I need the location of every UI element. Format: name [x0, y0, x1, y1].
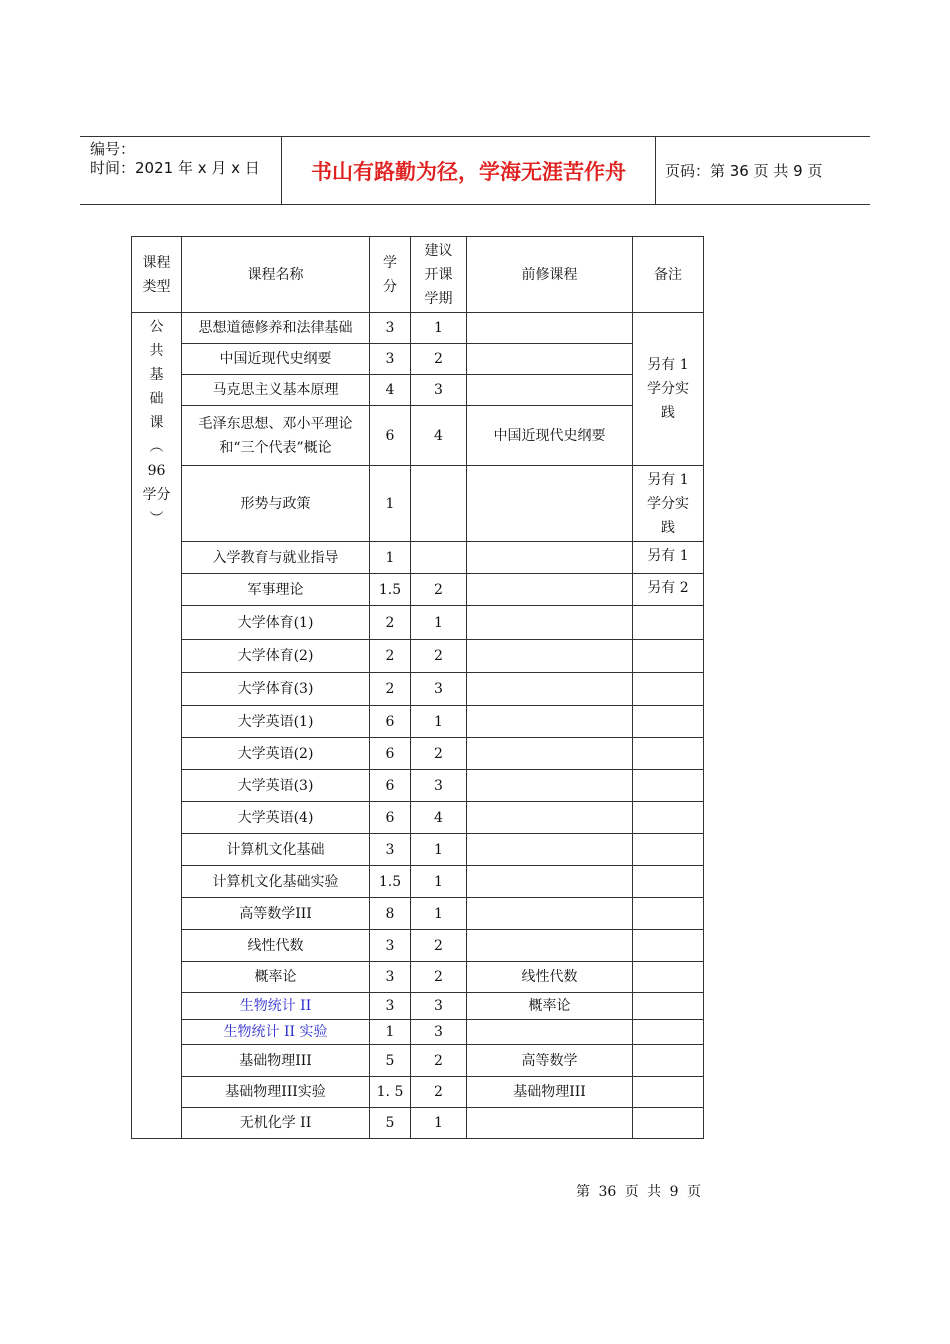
course-term: 2	[411, 962, 467, 993]
course-name: 入学教育与就业指导	[182, 542, 370, 574]
course-name: 马克思主义基本原理	[182, 375, 370, 406]
course-term: 4	[411, 802, 467, 834]
header-credit: 学 分	[370, 237, 411, 313]
course-prereq	[467, 802, 633, 834]
course-name: 生物统计 II	[182, 993, 370, 1020]
course-category: 公 共 基 础 课 ︵ 96 学分 ︶	[132, 313, 182, 1139]
course-note	[633, 738, 704, 770]
course-term: 3	[411, 673, 467, 706]
table-row	[132, 770, 704, 802]
course-name: 中国近现代史纲要	[182, 344, 370, 375]
table-row	[132, 542, 704, 574]
course-prereq	[467, 738, 633, 770]
course-term	[411, 542, 467, 574]
course-note	[633, 1045, 704, 1077]
course-note	[633, 834, 704, 866]
course-term: 2	[411, 344, 467, 375]
course-note	[633, 640, 704, 673]
course-name: 大学英语(3)	[182, 770, 370, 802]
course-credit: 8	[370, 898, 411, 930]
course-credit: 2	[370, 606, 411, 640]
course-prereq	[467, 640, 633, 673]
course-credit: 6	[370, 406, 411, 466]
course-credit: 5	[370, 1045, 411, 1077]
course-note: 另有 1 学分实 践	[633, 313, 704, 466]
table-row	[132, 1108, 704, 1139]
table-row	[132, 640, 704, 673]
course-name: 计算机文化基础	[182, 834, 370, 866]
course-prereq	[467, 606, 633, 640]
table-row	[132, 834, 704, 866]
table-row	[132, 993, 704, 1020]
course-name: 大学体育(3)	[182, 673, 370, 706]
course-credit: 3	[370, 962, 411, 993]
table-row	[132, 1077, 704, 1108]
course-note	[633, 802, 704, 834]
course-prereq	[467, 313, 633, 344]
course-note	[633, 770, 704, 802]
table-row	[132, 313, 704, 344]
course-name: 毛泽东思想、邓小平理论 和“三个代表”概论	[182, 406, 370, 466]
course-term: 3	[411, 993, 467, 1020]
course-note	[633, 1077, 704, 1108]
course-term: 1	[411, 834, 467, 866]
course-prereq	[467, 375, 633, 406]
table-row	[132, 738, 704, 770]
course-prereq	[467, 930, 633, 962]
table-row	[132, 406, 704, 466]
table-row	[132, 1045, 704, 1077]
course-note: 另有 1 学分实 践	[633, 466, 704, 542]
course-name: 大学英语(2)	[182, 738, 370, 770]
course-note	[633, 993, 704, 1020]
header-divider	[655, 137, 656, 204]
header-term: 建议 开课 学期	[411, 237, 467, 313]
table-row	[132, 344, 704, 375]
course-note: 另有 2	[633, 574, 704, 606]
course-term: 2	[411, 738, 467, 770]
course-name: 线性代数	[182, 930, 370, 962]
course-name: 思想道德修养和法律基础	[182, 313, 370, 344]
course-note: 另有 1	[633, 542, 704, 574]
course-credit: 3	[370, 344, 411, 375]
course-table	[131, 236, 704, 1139]
course-name: 高等数学III	[182, 898, 370, 930]
course-prereq	[467, 1020, 633, 1045]
course-prereq	[467, 344, 633, 375]
course-term: 4	[411, 406, 467, 466]
page-footer: 第 36 页 共 9 页	[576, 1184, 701, 1200]
course-prereq: 高等数学	[467, 1045, 633, 1077]
course-name: 形势与政策	[182, 466, 370, 542]
course-prereq	[467, 542, 633, 574]
table-row	[132, 574, 704, 606]
course-term: 2	[411, 1077, 467, 1108]
header-course-name: 课程名称	[182, 237, 370, 313]
course-credit: 2	[370, 640, 411, 673]
table-header-row	[132, 237, 704, 313]
course-prereq	[467, 706, 633, 738]
course-credit: 6	[370, 770, 411, 802]
course-note	[633, 866, 704, 898]
course-credit: 3	[370, 834, 411, 866]
table-row	[132, 466, 704, 542]
header-prerequisite: 前修课程	[467, 237, 633, 313]
document-number-label: 编号：	[90, 140, 136, 158]
table-row	[132, 1020, 704, 1045]
document-date: 时间：2021 年 x 月 x 日	[90, 159, 260, 177]
header-meta	[90, 140, 260, 178]
course-prereq	[467, 574, 633, 606]
course-note	[633, 673, 704, 706]
course-note	[633, 1020, 704, 1045]
course-credit: 1.5	[370, 866, 411, 898]
course-name: 大学英语(4)	[182, 802, 370, 834]
course-note	[633, 606, 704, 640]
course-prereq	[467, 466, 633, 542]
course-term	[411, 466, 467, 542]
table-row	[132, 866, 704, 898]
course-term: 1	[411, 1108, 467, 1139]
course-name: 基础物理III	[182, 1045, 370, 1077]
course-term: 2	[411, 930, 467, 962]
table-row	[132, 898, 704, 930]
course-name: 大学英语(1)	[182, 706, 370, 738]
course-term: 1	[411, 606, 467, 640]
course-note	[633, 706, 704, 738]
course-credit: 6	[370, 738, 411, 770]
course-credit: 1	[370, 466, 411, 542]
course-prereq: 概率论	[467, 993, 633, 1020]
course-term: 2	[411, 574, 467, 606]
course-credit: 4	[370, 375, 411, 406]
header-motto: 书山有路勤为径，学海无涯苦作舟	[311, 159, 626, 184]
course-term: 1	[411, 706, 467, 738]
course-name: 大学体育(2)	[182, 640, 370, 673]
table-row	[132, 606, 704, 640]
course-credit: 1	[370, 542, 411, 574]
course-term: 3	[411, 375, 467, 406]
course-credit: 3	[370, 993, 411, 1020]
course-credit: 5	[370, 1108, 411, 1139]
course-name: 生物统计 II 实验	[182, 1020, 370, 1045]
course-credit: 6	[370, 706, 411, 738]
course-prereq: 中国近现代史纲要	[467, 406, 633, 466]
course-note	[633, 898, 704, 930]
table-row	[132, 673, 704, 706]
course-prereq	[467, 770, 633, 802]
course-term: 1	[411, 866, 467, 898]
course-prereq	[467, 898, 633, 930]
course-term: 1	[411, 313, 467, 344]
table-row	[132, 802, 704, 834]
header-page-info: 页码：第 36 页 共 9 页	[665, 162, 823, 180]
course-note	[633, 930, 704, 962]
course-term: 3	[411, 1020, 467, 1045]
course-term: 1	[411, 898, 467, 930]
page-header	[80, 136, 870, 205]
course-name: 计算机文化基础实验	[182, 866, 370, 898]
course-name: 无机化学 II	[182, 1108, 370, 1139]
course-term: 2	[411, 640, 467, 673]
course-note	[633, 1108, 704, 1139]
course-term: 2	[411, 1045, 467, 1077]
course-prereq: 基础物理III	[467, 1077, 633, 1108]
course-credit: 2	[370, 673, 411, 706]
course-credit: 3	[370, 930, 411, 962]
table-row	[132, 962, 704, 993]
table-row	[132, 375, 704, 406]
course-prereq: 线性代数	[467, 962, 633, 993]
course-credit: 1.5	[370, 574, 411, 606]
course-name: 概率论	[182, 962, 370, 993]
course-name: 军事理论	[182, 574, 370, 606]
course-credit: 6	[370, 802, 411, 834]
table-row	[132, 930, 704, 962]
course-credit: 1. 5	[370, 1077, 411, 1108]
course-credit: 1	[370, 1020, 411, 1045]
table-row	[132, 706, 704, 738]
header-course-type: 课程 类型	[132, 237, 182, 313]
course-prereq	[467, 834, 633, 866]
course-prereq	[467, 866, 633, 898]
course-credit: 3	[370, 313, 411, 344]
course-note	[633, 962, 704, 993]
course-name: 大学体育(1)	[182, 606, 370, 640]
course-prereq	[467, 673, 633, 706]
course-prereq	[467, 1108, 633, 1139]
header-note: 备注	[633, 237, 704, 313]
course-name: 基础物理III实验	[182, 1077, 370, 1108]
course-term: 3	[411, 770, 467, 802]
